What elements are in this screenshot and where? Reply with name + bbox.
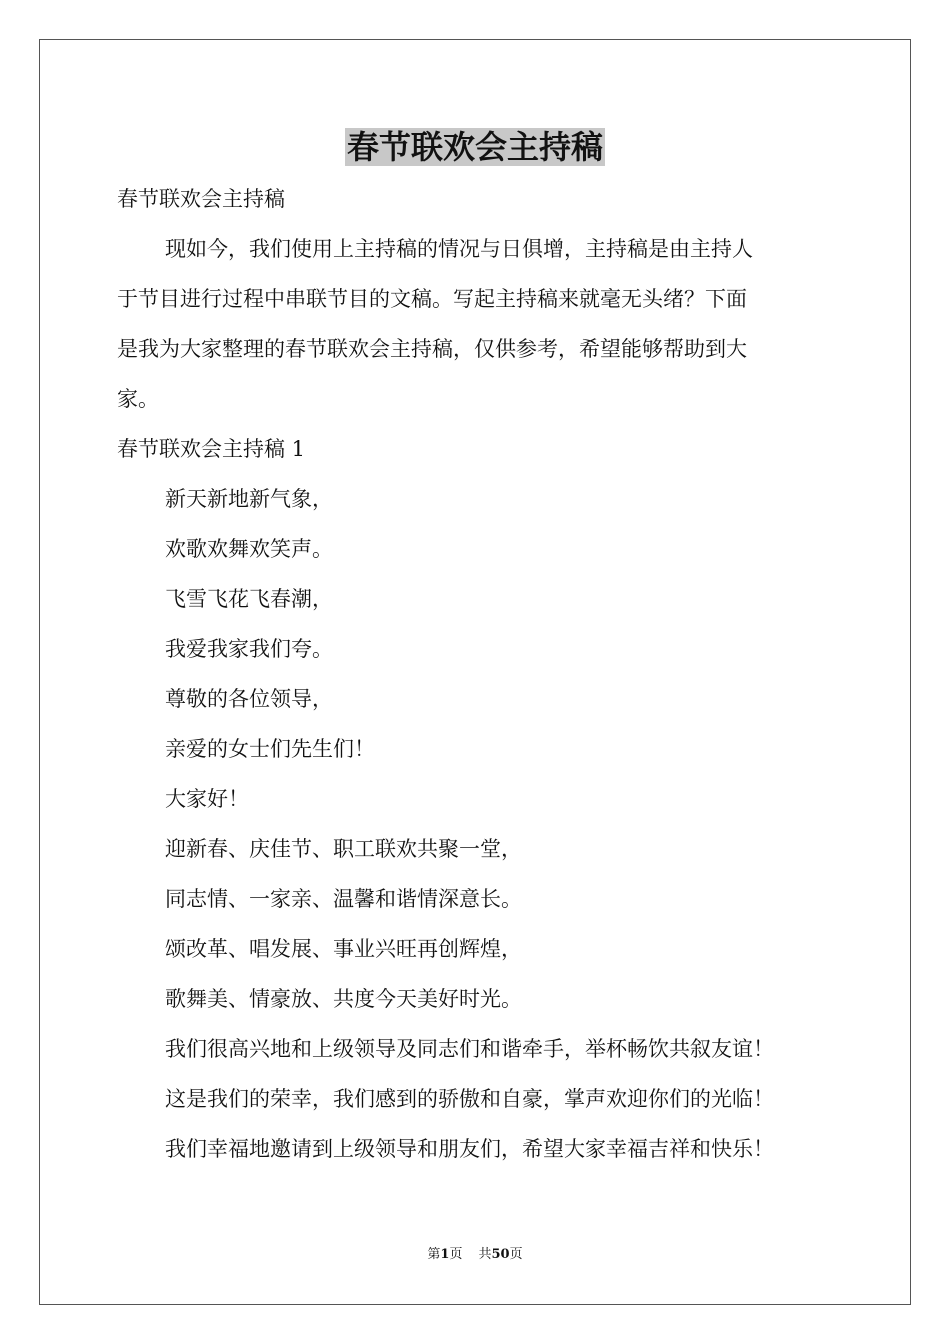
- total-suffix: 页: [509, 1247, 523, 1262]
- verse-line: 飞雪飞花飞春潮，: [165, 587, 333, 611]
- verse-line: 大家好！: [165, 787, 249, 811]
- page-suffix: 页: [449, 1247, 463, 1262]
- verse-line: 同志情、一家亲、温馨和谐情深意长。: [165, 887, 522, 911]
- page-number: 1: [440, 1247, 450, 1262]
- verse-line: 我们很高兴地和上级领导及同志们和谐牵手，举杯畅饮共叙友谊！: [165, 1037, 774, 1061]
- total-prefix: 共: [478, 1247, 492, 1262]
- verse-line: 亲爱的女士们先生们！: [165, 737, 375, 761]
- intro-line: 于节目进行过程中串联节目的文稿。写起主持稿来就毫无头绪？下面: [117, 287, 747, 311]
- intro-line: 是我为大家整理的春节联欢会主持稿，仅供参考，希望能够帮助到大: [117, 337, 747, 361]
- page-border: [39, 39, 911, 1305]
- page-footer: [0, 1246, 950, 1264]
- verse-line: 这是我们的荣幸，我们感到的骄傲和自豪，掌声欢迎你们的光临！: [165, 1087, 774, 1111]
- intro-line: 现如今，我们使用上主持稿的情况与日俱增，主持稿是由主持人: [165, 237, 753, 261]
- verse-line: 迎新春、庆佳节、职工联欢共聚一堂，: [165, 837, 522, 861]
- page-prefix: 第: [427, 1247, 441, 1262]
- section-heading: 春节联欢会主持稿 1: [117, 437, 306, 461]
- intro-line: 家。: [117, 387, 159, 411]
- document-subtitle: 春节联欢会主持稿: [117, 187, 285, 211]
- verse-line: 我们幸福地邀请到上级领导和朋友们，希望大家幸福吉祥和快乐！: [165, 1137, 774, 1161]
- verse-line: 新天新地新气象，: [165, 487, 333, 511]
- verse-line: 欢歌欢舞欢笑声。: [165, 537, 333, 561]
- verse-line: 尊敬的各位领导，: [165, 687, 333, 711]
- verse-line: 颂改革、唱发展、事业兴旺再创辉煌，: [165, 937, 522, 961]
- verse-line: 我爱我家我们夸。: [165, 637, 333, 661]
- total-pages: 50: [491, 1247, 510, 1262]
- document-title-text: 春节联欢会主持稿: [346, 128, 603, 166]
- verse-line: 歌舞美、情豪放、共度今天美好时光。: [165, 987, 522, 1011]
- document-title: [0, 124, 950, 170]
